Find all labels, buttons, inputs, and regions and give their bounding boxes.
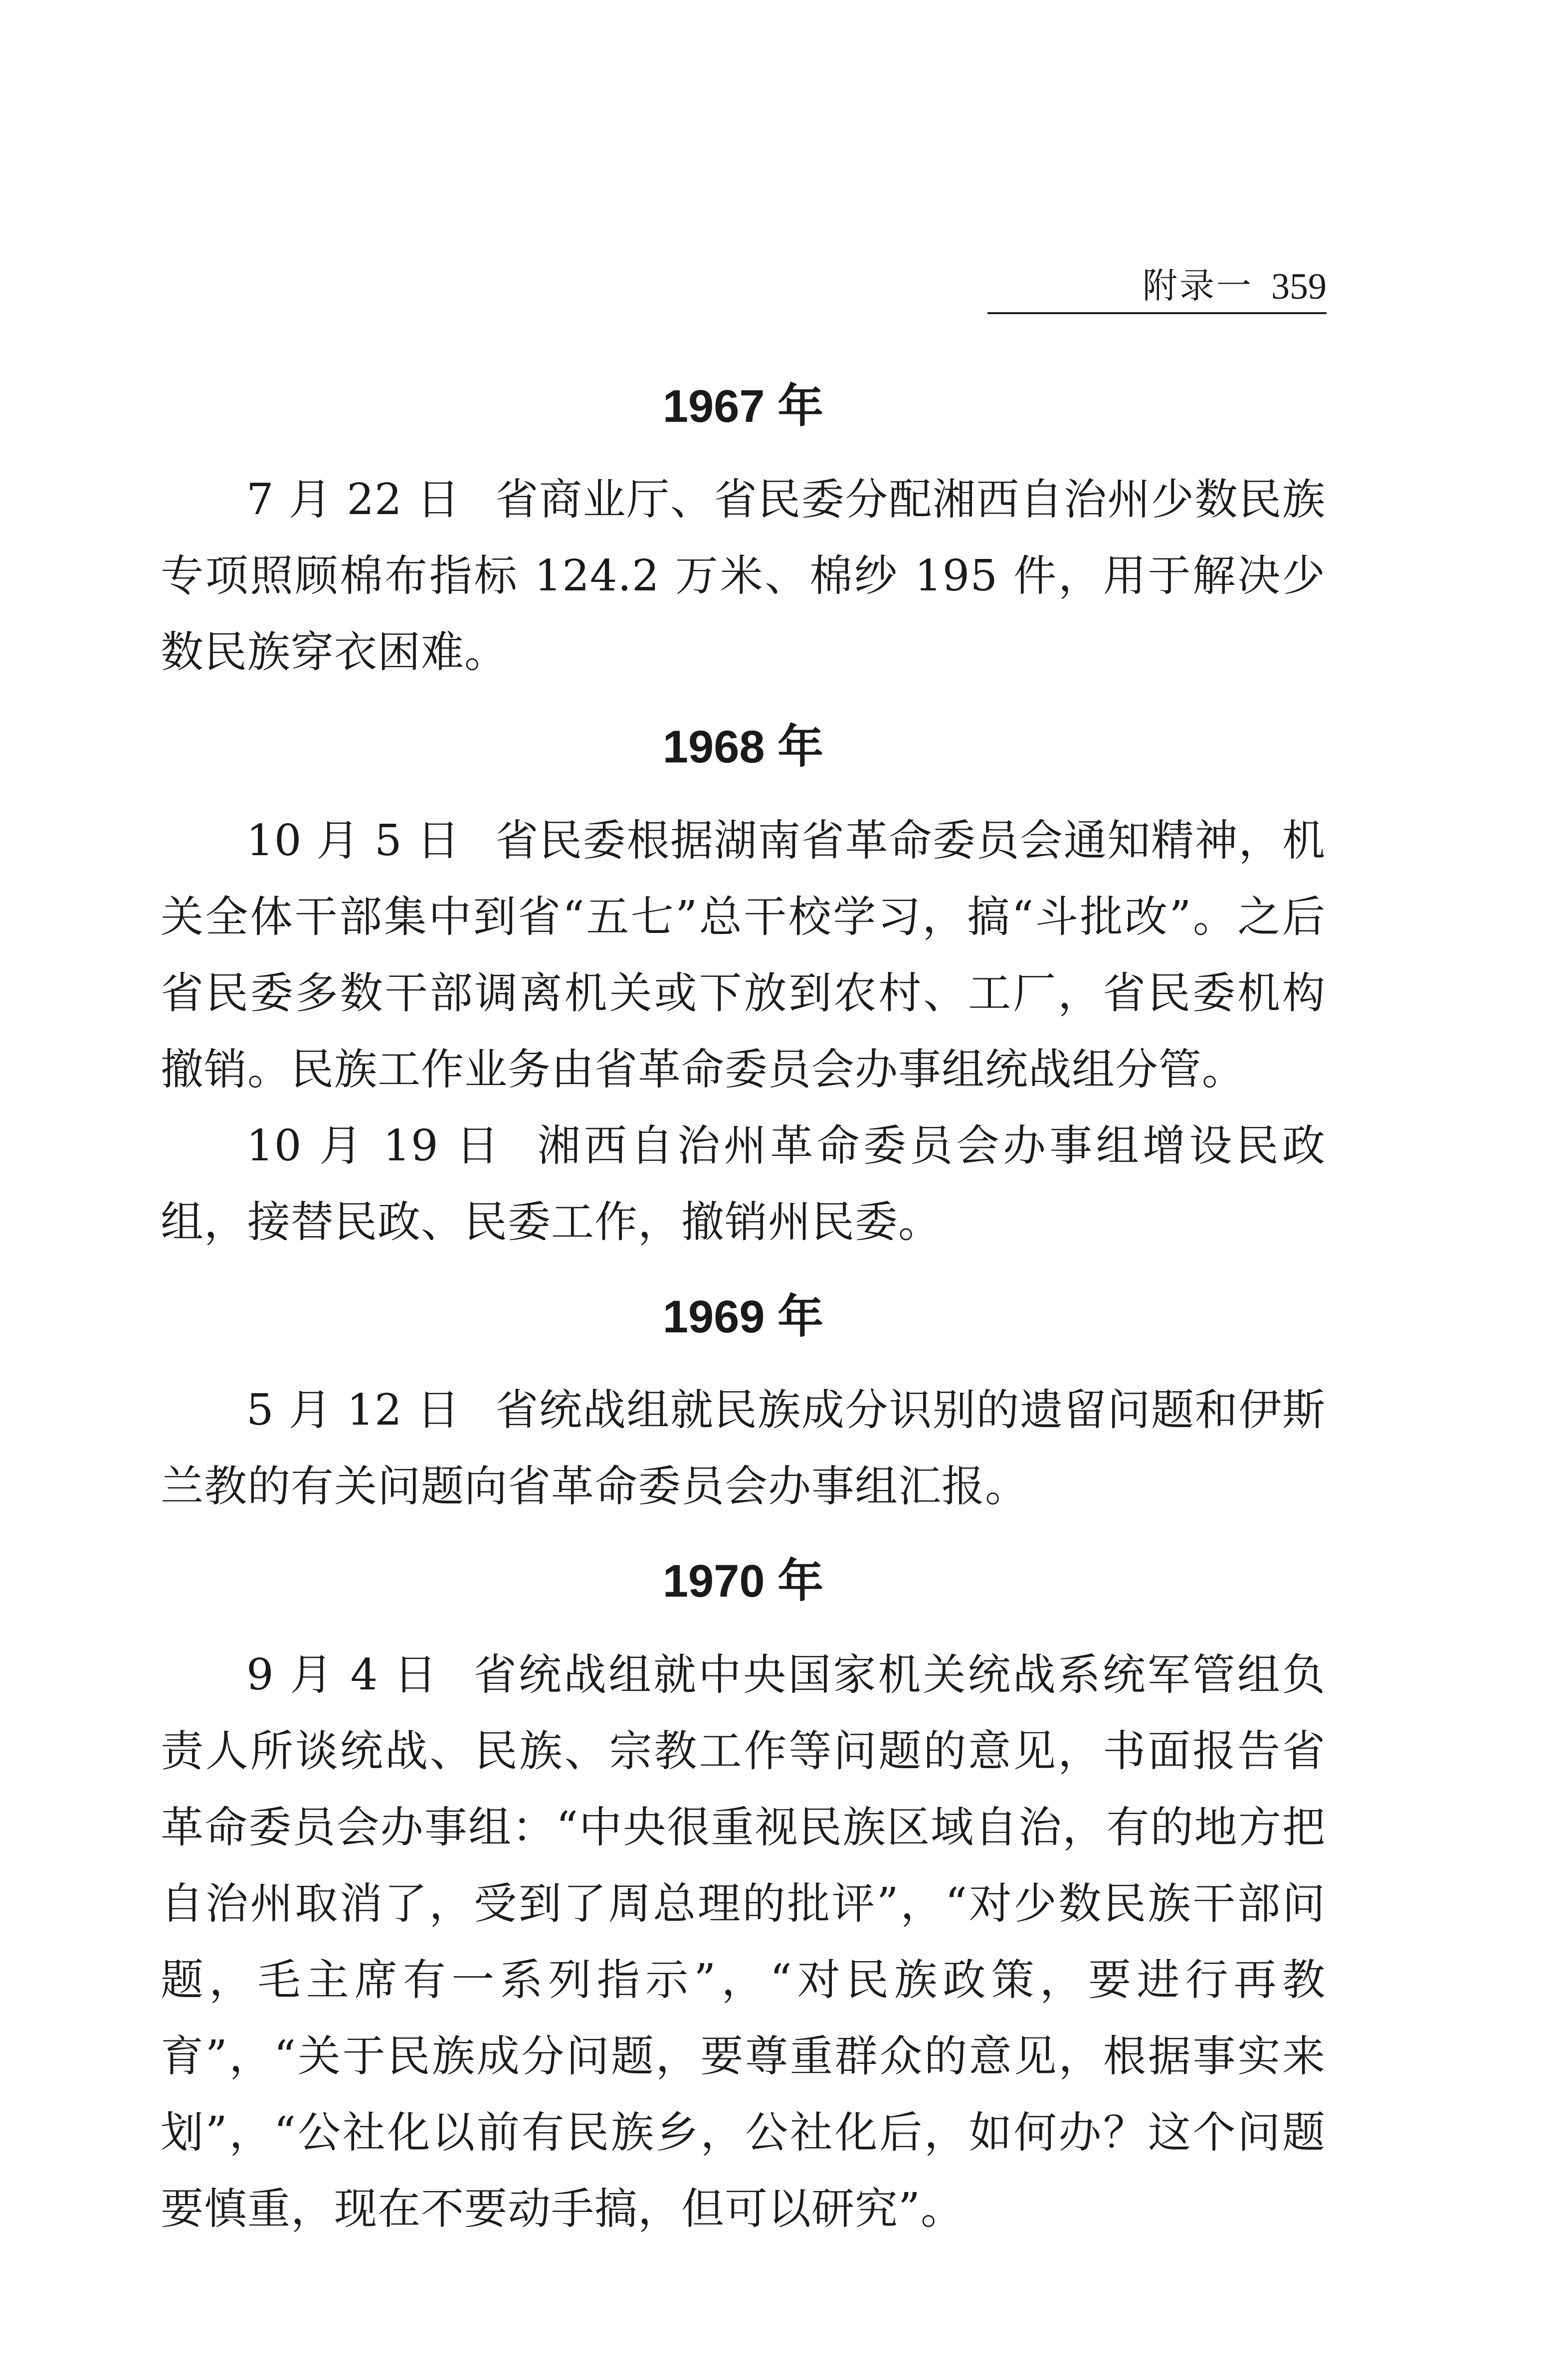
- entry-text: 省统战组就中央国家机关统战系统军管组负责人所谈统战、民族、宗教工作等问题的意见，书面报告省革命委员会办事组：“中央很重视民族区域自治，有的地方把自治州取消了，受到了周总理的批评”，“对少数民族干部问题，毛主席有一系列指示”，“对民族政策，要进行再教育”，“关于民族成分问题，要尊重群众的意见，根据事实来划”，“公社化以前有民族乡，公社化后，如何办？这个问题要慎重，现在不要动手搞，但可以研究”。: [161, 1649, 1326, 2234]
- entry-text: 省民委根据湖南省革命委员会通知精神，机关全体干部集中到省“五七”总干校学习，搞“斗批改”。之后省民委多数干部调离机关或下放到农村、工厂，省民委机构撤销。民族工作业务由省革命委员会办事组统战组分管。: [161, 815, 1326, 1095]
- chronicle-entry: [161, 1637, 1326, 2247]
- entry-date: 7 月 22 日: [246, 475, 461, 525]
- chronicle-entry: [161, 462, 1326, 691]
- header-title: 附录一: [1143, 265, 1253, 306]
- chronicle-entry: [161, 1372, 1326, 1525]
- entry-date: 9 月 4 日: [246, 1649, 439, 1700]
- entry-text: 湘西自治州革命委员会办事组增设民政组，接替民政、民委工作，撤销州民委。: [161, 1120, 1326, 1247]
- entry-date: 5 月 12 日: [246, 1385, 461, 1436]
- chronicle-entry: [161, 1108, 1326, 1261]
- page-body: [161, 379, 1326, 2247]
- year-heading-1969: 1969 年: [662, 1291, 824, 1342]
- entry-date: 10 月 19 日: [246, 1120, 503, 1171]
- entry-date: 10 月 5 日: [246, 815, 461, 866]
- entry-text: 省统战组就民族成分识别的遗留问题和伊斯兰教的有关问题向省革命委员会办事组汇报。: [161, 1385, 1326, 1512]
- year-heading-1970: 1970 年: [662, 1556, 824, 1607]
- running-header: [987, 259, 1327, 314]
- entry-text: 省商业厅、省民委分配湘西自治州少数民族专项照顾棉布指标 124.2 万米、棉纱 195 件，用于解决少数民族穿衣困难。: [161, 475, 1326, 678]
- year-heading-1968: 1968 年: [662, 722, 824, 773]
- year-heading-1967: 1967 年: [662, 381, 824, 432]
- page-number: 359: [1271, 266, 1327, 307]
- chronicle-entry: [161, 803, 1326, 1108]
